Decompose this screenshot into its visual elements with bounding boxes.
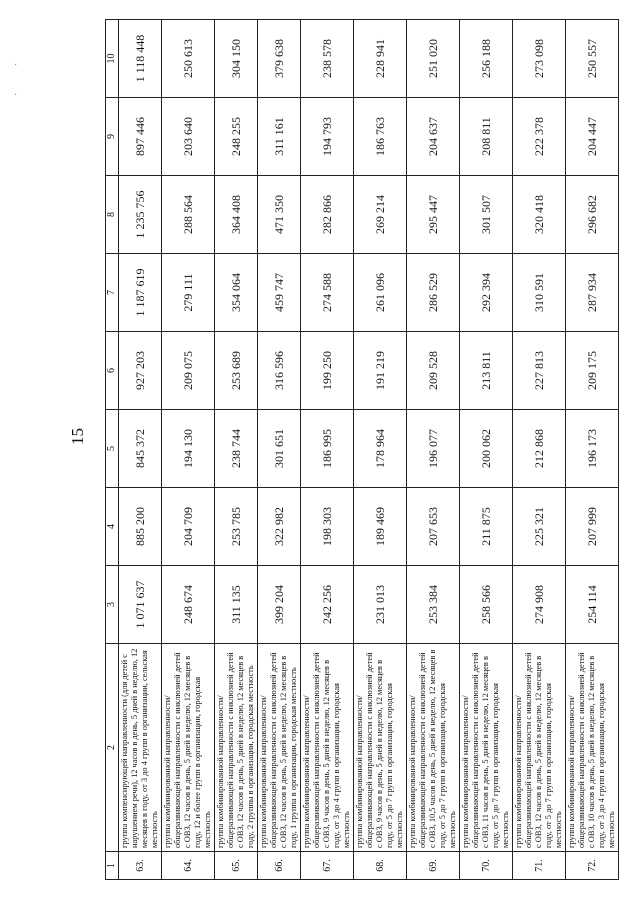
value-cell: 254 114	[566, 566, 619, 644]
row-description: группа комбинированной направленности/общеразвивающей направленности с инклюзией детей с ОВЗ, 12 часов в день, 5 дней в неделю, 12 месяцев в году, 12 и более групп в организации, городская местность	[162, 644, 215, 852]
page-number: 15	[68, 428, 87, 445]
row-description: группа комбинированной направленности/общеразвивающей направленности с инклюзией детей с ОВЗ, 12 часов в день, 5 дней в неделю, 12 месяцев в году, от 5 до 7 групп в организации, городская местность	[513, 644, 566, 852]
value-cell: 253 689	[215, 332, 258, 410]
table-row	[258, 20, 301, 880]
table-row	[513, 20, 566, 880]
value-cell: 211 875	[460, 488, 513, 566]
row-description: группа комбинированной направленности/общеразвивающей направленности с инклюзией детей с ОВЗ, 10,5 часов в день, 5 дней в неделю, 12 месяцев в году, от 5 до 7 групп в организации, городская местность	[407, 644, 460, 852]
value-cell: 228 941	[354, 20, 407, 98]
value-cell: 194 130	[162, 410, 215, 488]
value-cell: 212 868	[513, 410, 566, 488]
column-header: 7	[106, 254, 119, 332]
row-description: группа комбинированной направленности/общеразвивающей направленности с инклюзией детей с ОВЗ, 9 часов в день, 5 дней в неделю, 12 месяцев в году, от 3 до 4 групп в организации, городская местность	[301, 644, 354, 852]
row-number: 67.	[301, 852, 354, 880]
column-header: 2	[106, 644, 119, 852]
table-row	[301, 20, 354, 880]
row-number: 69.	[407, 852, 460, 880]
value-cell: 238 744	[215, 410, 258, 488]
value-cell: 288 564	[162, 176, 215, 254]
value-cell: 269 214	[354, 176, 407, 254]
value-cell: 273 098	[513, 20, 566, 98]
table-row	[566, 20, 619, 880]
value-cell: 301 651	[258, 410, 301, 488]
value-cell: 253 384	[407, 566, 460, 644]
value-cell: 1 118 448	[119, 20, 162, 98]
value-cell: 279 111	[162, 254, 215, 332]
value-cell: 379 638	[258, 20, 301, 98]
value-cell: 295 447	[407, 176, 460, 254]
value-cell: 225 321	[513, 488, 566, 566]
value-cell: 304 150	[215, 20, 258, 98]
column-header: 3	[106, 566, 119, 644]
value-cell: 253 785	[215, 488, 258, 566]
value-cell: 310 591	[513, 254, 566, 332]
value-cell: 250 557	[566, 20, 619, 98]
value-cell: 209 175	[566, 332, 619, 410]
column-header: 10	[106, 20, 119, 98]
value-cell: 885 200	[119, 488, 162, 566]
value-cell: 200 062	[460, 410, 513, 488]
row-description: группа комбинированной направленности/общеразвивающей направленности с инклюзией детей с ОВЗ, 11 часов в день, 5 дней в неделю, 12 месяцев в году, от 5 до 7 групп в организации, городская местность	[460, 644, 513, 852]
value-cell: 204 637	[407, 98, 460, 176]
row-description: группа комбинированной направленности/общеразвивающей направленности с инклюзией детей с ОВЗ, 10 часов в день, 5 дней в неделю, 12 месяцев в году, от 3 до 4 групп в организации, городская местность	[566, 644, 619, 852]
value-cell: 250 613	[162, 20, 215, 98]
value-cell: 256 188	[460, 20, 513, 98]
table-row	[407, 20, 460, 880]
value-cell: 459 747	[258, 254, 301, 332]
row-number: 72.	[566, 852, 619, 880]
column-header: 9	[106, 98, 119, 176]
value-cell: 1 187 619	[119, 254, 162, 332]
value-cell: 209 075	[162, 332, 215, 410]
cost-table	[105, 19, 619, 880]
value-cell: 301 507	[460, 176, 513, 254]
value-cell: 207 653	[407, 488, 460, 566]
value-cell: 311 161	[258, 98, 301, 176]
value-cell: 203 640	[162, 98, 215, 176]
value-cell: 186 763	[354, 98, 407, 176]
row-number: 64.	[162, 852, 215, 880]
value-cell: 194 793	[301, 98, 354, 176]
value-cell: 1 071 637	[119, 566, 162, 644]
value-cell: 927 203	[119, 332, 162, 410]
value-cell: 292 394	[460, 254, 513, 332]
value-cell: 196 173	[566, 410, 619, 488]
value-cell: 209 528	[407, 332, 460, 410]
column-header: 1	[106, 852, 119, 880]
row-number: 71.	[513, 852, 566, 880]
value-cell: 198 303	[301, 488, 354, 566]
value-cell: 845 372	[119, 410, 162, 488]
value-cell: 282 866	[301, 176, 354, 254]
table-row	[354, 20, 407, 880]
value-cell: 311 135	[215, 566, 258, 644]
value-cell: 189 469	[354, 488, 407, 566]
column-header: 6	[106, 332, 119, 410]
value-cell: 238 578	[301, 20, 354, 98]
value-cell: 322 982	[258, 488, 301, 566]
table-header-row	[106, 20, 119, 880]
table-row	[215, 20, 258, 880]
value-cell: 471 350	[258, 176, 301, 254]
column-header: 4	[106, 488, 119, 566]
value-cell: 364 408	[215, 176, 258, 254]
value-cell: 296 682	[566, 176, 619, 254]
row-number: 70.	[460, 852, 513, 880]
rotated-page-content	[105, 20, 616, 880]
value-cell: 251 020	[407, 20, 460, 98]
value-cell: 231 013	[354, 566, 407, 644]
value-cell: 204 447	[566, 98, 619, 176]
value-cell: 274 588	[301, 254, 354, 332]
row-description: группа комбинированной направленности/общеразвивающей направленности с инклюзией детей с ОВЗ, 12 часов в день, 5 дней в неделю, 12 месяцев в году, 1 группа в организации, городская местность	[258, 644, 301, 852]
value-cell: 261 096	[354, 254, 407, 332]
value-cell: 287 934	[566, 254, 619, 332]
value-cell: 191 219	[354, 332, 407, 410]
value-cell: 320 418	[513, 176, 566, 254]
value-cell: 399 204	[258, 566, 301, 644]
column-header: 8	[106, 176, 119, 254]
value-cell: 208 811	[460, 98, 513, 176]
table-row	[162, 20, 215, 880]
value-cell: 316 596	[258, 332, 301, 410]
table-row	[460, 20, 513, 880]
value-cell: 258 566	[460, 566, 513, 644]
row-description: группа комбинированной направленности/общеразвивающей направленности с инклюзией детей с ОВЗ, 12 часов в день, 5 дней в неделю, 12 месяцев в году, 2 группы в организации, городская местность	[215, 644, 258, 852]
row-number: 65.	[215, 852, 258, 880]
scan-mark: ·	[14, 90, 18, 101]
value-cell: 248 674	[162, 566, 215, 644]
value-cell: 222 378	[513, 98, 566, 176]
value-cell: 274 908	[513, 566, 566, 644]
value-cell: 286 529	[407, 254, 460, 332]
value-cell: 1 235 756	[119, 176, 162, 254]
value-cell: 213 811	[460, 332, 513, 410]
value-cell: 196 077	[407, 410, 460, 488]
table-row	[119, 20, 162, 880]
row-description: группа комбинированной направленности/общеразвивающей направленности с инклюзией детей с ОВЗ, 9 часов в день, 5 дней в неделю, 12 месяцев в году, от 5 до 7 групп в организации, городская местность	[354, 644, 407, 852]
value-cell: 204 709	[162, 488, 215, 566]
row-number: 68.	[354, 852, 407, 880]
scan-mark: ·	[14, 60, 18, 71]
column-header: 5	[106, 410, 119, 488]
value-cell: 242 256	[301, 566, 354, 644]
value-cell: 354 064	[215, 254, 258, 332]
value-cell: 897 446	[119, 98, 162, 176]
value-cell: 207 999	[566, 488, 619, 566]
value-cell: 178 964	[354, 410, 407, 488]
row-description: группа компенсирующей направленности (для детей с нарушением речи), 12 часов в день, 5 дней в неделю, 12 месяцев в году, от 3 до 4 групп в организации, сельская местность	[119, 644, 162, 852]
value-cell: 186 995	[301, 410, 354, 488]
value-cell: 199 250	[301, 332, 354, 410]
value-cell: 227 813	[513, 332, 566, 410]
row-number: 63.	[119, 852, 162, 880]
value-cell: 248 255	[215, 98, 258, 176]
row-number: 66.	[258, 852, 301, 880]
